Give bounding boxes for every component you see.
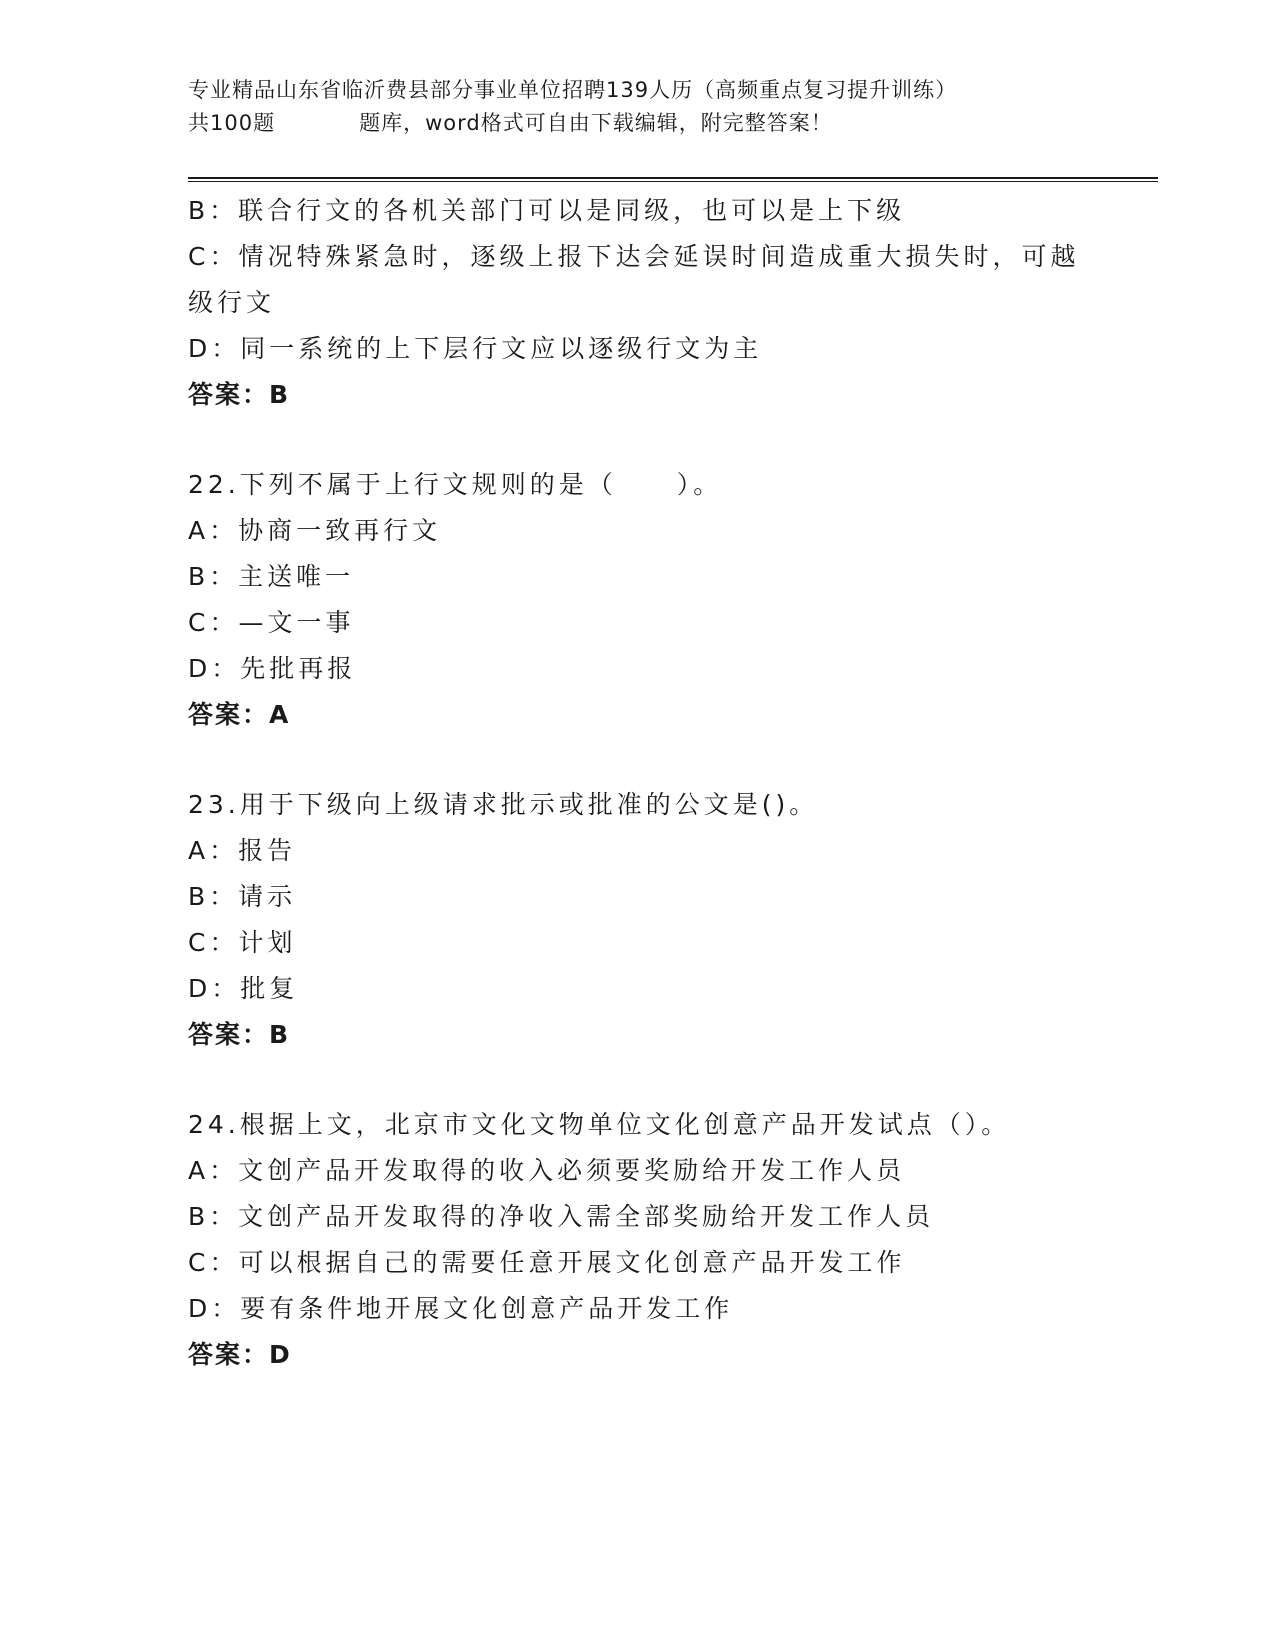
question-stem: 24.根据上文，北京市文化文物单位文化创意产品开发试点（）。 — [188, 1110, 1011, 1139]
question-block-continued — [188, 188, 1118, 418]
header-description: 题库，word格式可自由下载编辑，附完整答案！ — [359, 111, 833, 135]
option-c: C：计划 — [188, 928, 297, 957]
question-stem-end: ）。 — [676, 470, 723, 499]
option-d: D：先批再报 — [188, 654, 357, 683]
option-b: B：文创产品开发取得的净收入需全部奖励给开发工作人员 — [188, 1202, 935, 1231]
question-block-22 — [188, 462, 1118, 738]
document-header — [188, 74, 1148, 140]
question-block-24 — [188, 1102, 1118, 1378]
answer: 答案：B — [188, 1020, 291, 1049]
header-title: 专业精品山东省临沂费县部分事业单位招聘139人历（高频重点复习提升训练） — [188, 78, 958, 102]
option-b: B：请示 — [188, 882, 297, 911]
option-a: A：报告 — [188, 836, 297, 865]
block-spacer — [188, 1058, 1118, 1102]
answer: 答案：D — [188, 1340, 292, 1369]
option-c: C：—文一事 — [188, 608, 355, 637]
option-a: A：协商一致再行文 — [188, 516, 442, 545]
option-d: D：要有条件地开展文化创意产品开发工作 — [188, 1294, 734, 1323]
option-b: B：联合行文的各机关部门可以是同级，也可以是上下级 — [188, 196, 906, 225]
block-spacer — [188, 418, 1118, 462]
option-d: D：批复 — [188, 974, 299, 1003]
block-spacer — [188, 738, 1118, 782]
answer: 答案：B — [188, 380, 291, 409]
answer: 答案：A — [188, 700, 291, 729]
option-c-continued: 级行文 — [188, 288, 276, 317]
question-stem-text: 22.下列不属于上行文规则的是（ — [188, 470, 617, 499]
option-c: C：可以根据自己的需要任意开展文化创意产品开发工作 — [188, 1248, 906, 1277]
question-block-23 — [188, 782, 1118, 1058]
option-d: D：同一系统的上下层行文应以逐级行文为主 — [188, 334, 763, 363]
option-b: B：主送唯一 — [188, 562, 355, 591]
option-a: A：文创产品开发取得的收入必须要奖励给开发工作人员 — [188, 1156, 906, 1185]
header-subtitle — [188, 107, 1148, 140]
header-divider-thick — [188, 177, 1158, 179]
question-list — [188, 188, 1118, 1378]
header-divider-thin — [188, 181, 1158, 182]
question-stem: 23.用于下级向上级请求批示或批准的公文是()。 — [188, 790, 819, 819]
header-question-count: 共100题 — [188, 111, 276, 135]
question-stem — [188, 462, 1118, 508]
option-c: C：情况特殊紧急时，逐级上报下达会延误时间造成重大损失时，可越 — [188, 242, 1080, 271]
